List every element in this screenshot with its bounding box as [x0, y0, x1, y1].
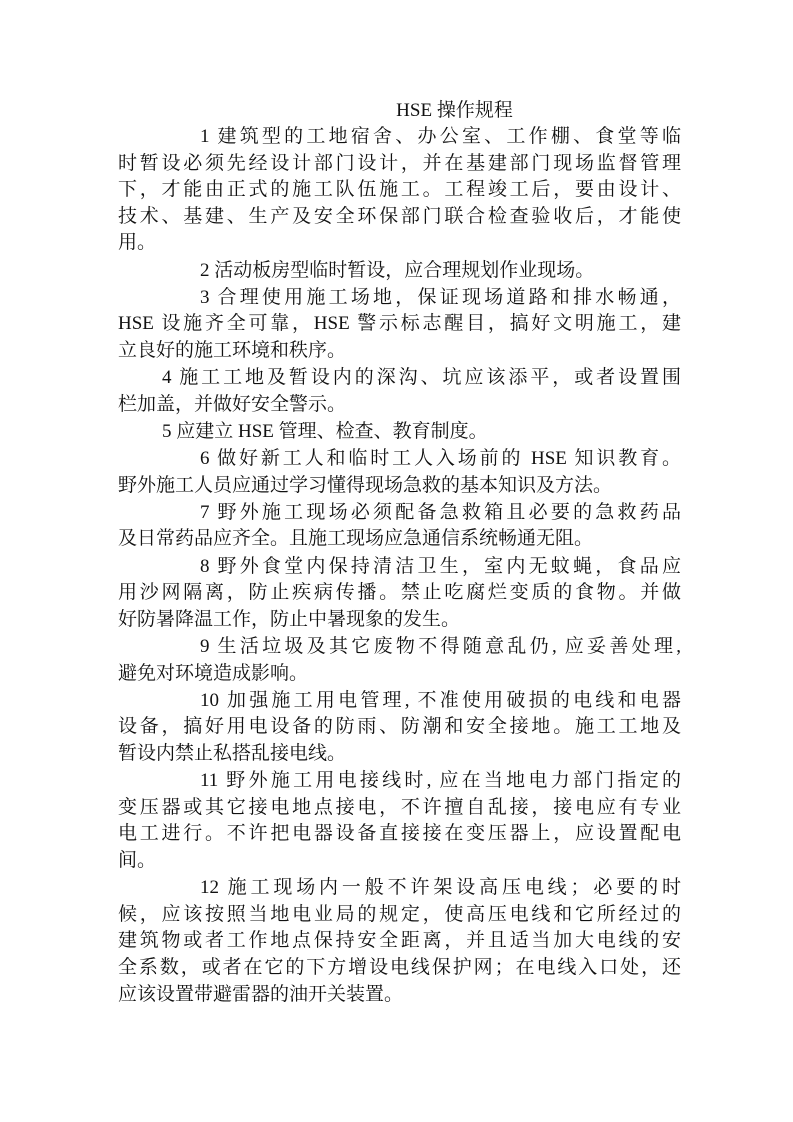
- paragraph-11: [118, 768, 681, 874]
- paragraph-7: [118, 500, 681, 553]
- text-line: 避免对环境造成影响。: [118, 662, 309, 684]
- text-line: 7 野外施工现场必须配备急救箱且必要的急救药品: [200, 501, 681, 523]
- text-line: 5 应建立 HSE 管理、检查、教育制度。: [162, 420, 488, 442]
- text-line: 设备，搞好用电设备的防雨、防潮和安全接地。施工工地及: [118, 716, 681, 738]
- text-line: 用。: [118, 232, 157, 254]
- text-line: 12 施工现场内一般不许架设高压电线；必要的时: [200, 877, 681, 899]
- paragraph-2: [118, 258, 681, 285]
- document-body: [118, 124, 681, 1008]
- text-line: 建筑物或者工作地点保持安全距离，并且适当加大电线的安: [118, 930, 681, 952]
- paragraph-3: [118, 285, 681, 365]
- text-line: 暂设内禁止私搭乱接电线。: [118, 743, 347, 764]
- text-line: 2 活动板房型临时暂设，应合理规划作业现场。: [200, 259, 595, 281]
- paragraph-5: [118, 419, 681, 446]
- text-line: 1 建筑型的工地宿舍、办公室、工作棚、食堂等临: [200, 126, 681, 147]
- document-title: HSE 操作规程: [396, 100, 513, 121]
- text-line: 6 做好新工人和临时工人入场前的 HSE 知识教育。: [200, 448, 681, 470]
- paragraph-4: [118, 365, 681, 418]
- text-line: 下，才能由正式的施工队伍施工。工程竣工后，要由设计、: [118, 179, 681, 201]
- text-line: 变压器或其它接电地点接电，不许擅自乱接，接电应有专业: [118, 796, 681, 818]
- paragraph-9: [118, 634, 681, 687]
- text-line: 全系数，或者在它的下方增设电线保护网；在电线入口处，还: [118, 956, 681, 978]
- text-line: 电工进行。不许把电器设备直接接在变压器上，应设置配电: [118, 823, 681, 845]
- paragraph-10: [118, 688, 681, 768]
- text-line: 技术、基建、生产及安全环保部门联合检查验收后，才能使: [118, 205, 681, 227]
- paragraph-8: [118, 554, 681, 634]
- text-line: 好防暑降温工作，防止中暑现象的发生。: [118, 608, 461, 630]
- text-line: 野外施工人员应通过学习懂得现场急救的基本知识及方法。: [118, 474, 613, 496]
- text-line: 应该设置带避雷器的油开关装置。: [118, 983, 404, 1005]
- paragraph-6: [118, 446, 681, 499]
- text-line: 10 加强施工用电管理, 不准使用破损的电线和电器: [200, 689, 681, 711]
- text-line: 候，应该按照当地电业局的规定，使高压电线和它所经过的: [118, 903, 681, 925]
- text-line: 时暂设必须先经设计部门设计，并在基建部门现场监督管理: [118, 152, 681, 174]
- text-line: 及日常药品应齐全。且施工现场应急通信系统畅通无阻。: [118, 528, 594, 550]
- text-line: 间。: [118, 849, 157, 871]
- text-line: 8 野外食堂内保持清洁卫生，室内无蚊蝇，食品应: [200, 555, 681, 577]
- text-line: 9 生活垃圾及其它废物不得随意乱仍, 应妥善处理,: [200, 636, 681, 658]
- paragraph-12: [118, 875, 681, 1008]
- text-line: HSE 设施齐全可靠，HSE 警示标志醒目，搞好文明施工，建: [118, 313, 681, 335]
- text-line: 用沙网隔离，防止疾病传播。禁止吃腐烂变质的食物。并做: [118, 582, 681, 604]
- text-line: 11 野外施工用电接线时, 应在当地电力部门指定的: [200, 770, 681, 792]
- text-line: 立良好的施工环境和秩序。: [118, 339, 347, 361]
- document-page: [118, 97, 681, 1009]
- paragraph-1: [118, 124, 681, 257]
- text-line: 3 合理使用施工场地，保证现场道路和排水畅通，: [200, 286, 681, 308]
- text-line: 4 施工工地及暂设内的深沟、坑应该添平，或者设置围: [162, 367, 681, 389]
- text-line: 栏加盖，并做好安全警示。: [118, 393, 347, 415]
